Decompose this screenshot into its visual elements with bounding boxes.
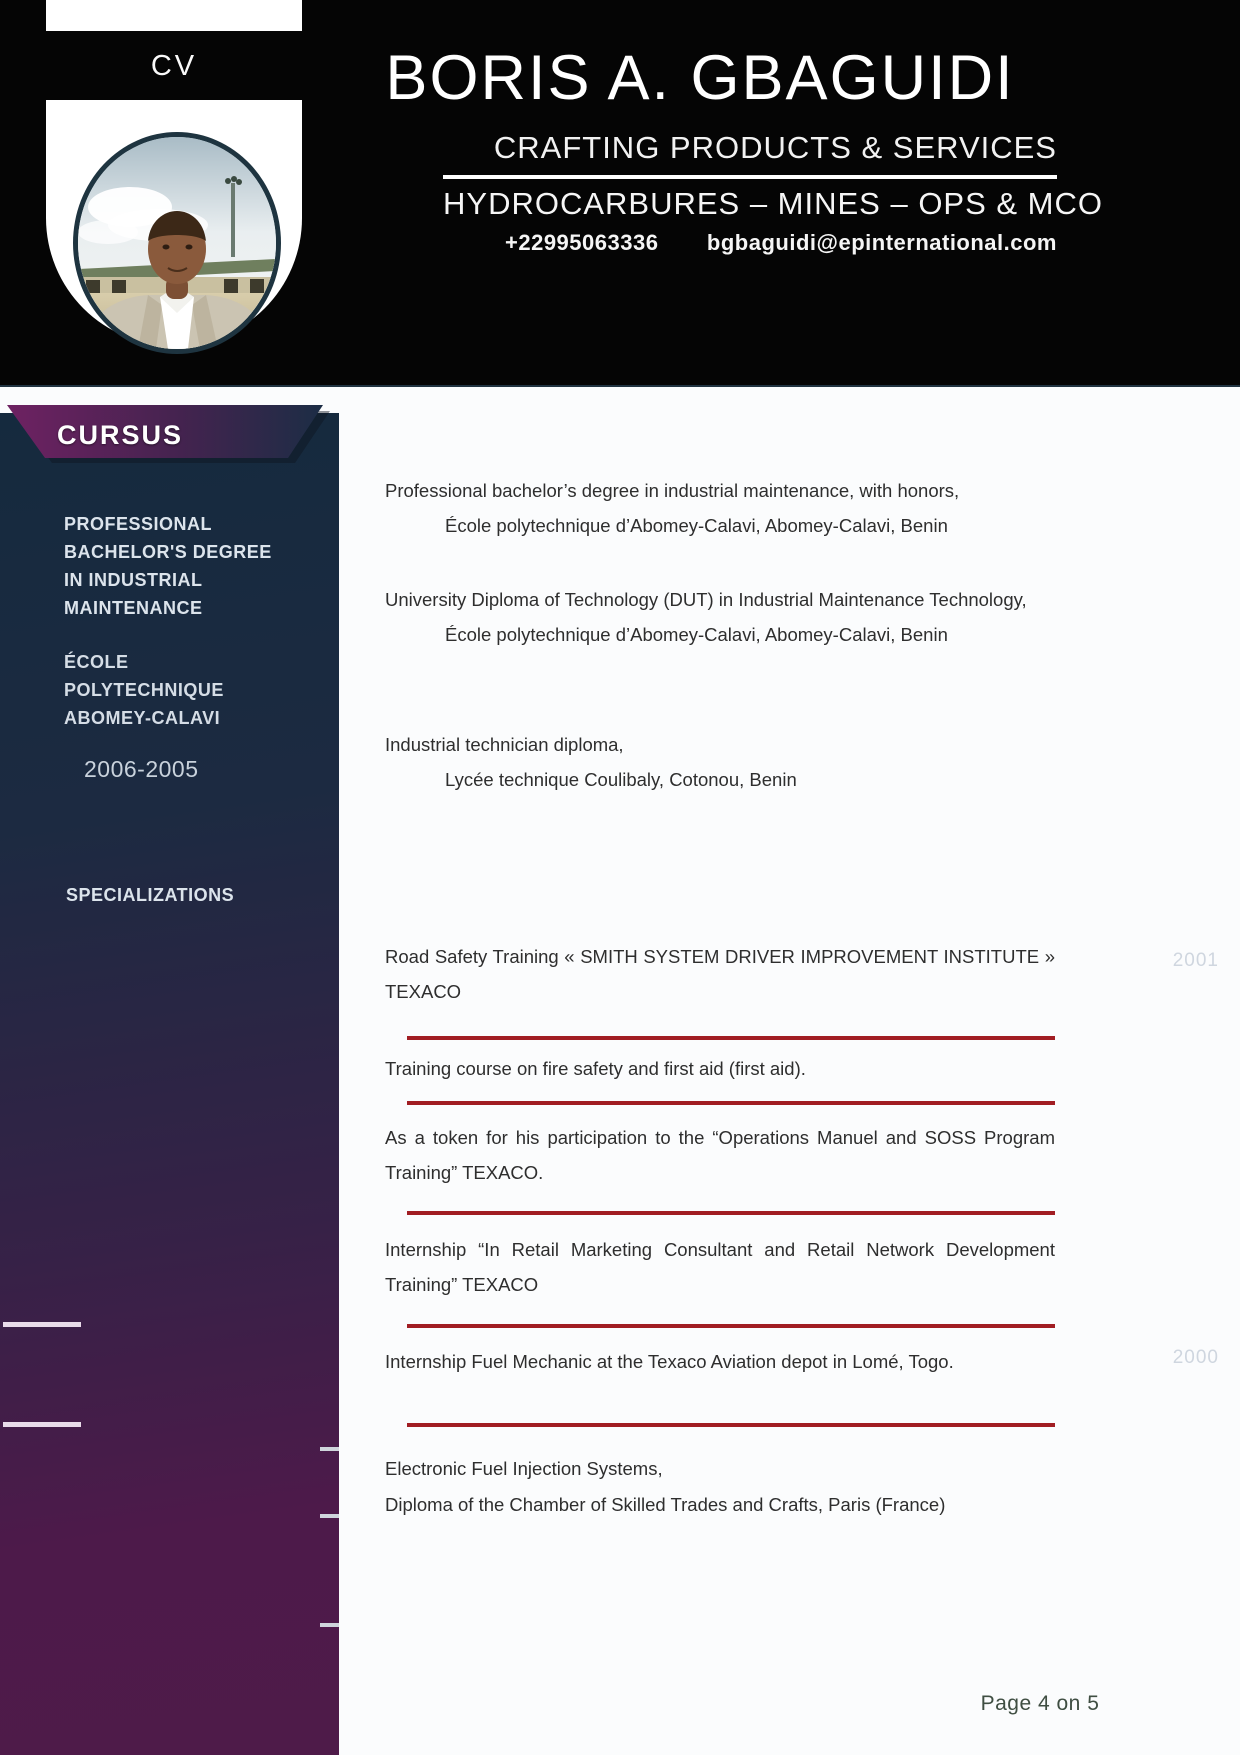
education-degree: Industrial technician diploma, <box>385 734 624 755</box>
sidebar-degree-title: PROFESSIONAL BACHELOR'S DEGREE IN INDUSTRIAL MAINTENANCE <box>64 514 272 618</box>
tagline: CRAFTING PRODUCTS & SERVICES <box>493 130 1057 165</box>
education-degree: University Diploma of Technology (DUT) in Industrial Maintenance Technology, <box>385 589 1027 610</box>
section-divider <box>407 1036 1055 1040</box>
section-divider <box>407 1211 1055 1215</box>
education-entry <box>385 582 1055 652</box>
training-entry: Training course on fire safety and first aid (first aid). <box>385 1058 806 1079</box>
certifications-block <box>385 1451 1055 1523</box>
timeline-tick <box>320 1514 339 1518</box>
section-divider <box>407 1423 1055 1427</box>
timeline-tick <box>320 1623 339 1627</box>
education-school: École polytechnique d’Abomey-Calavi, Abomey-Calavi, Benin <box>445 624 948 645</box>
email-address: bgbaguidi@epinternational.com <box>706 230 1057 255</box>
sidebar-degree-years: 2006-2005 <box>84 756 199 782</box>
page-number: Page 4 on 5 <box>980 1692 1100 1715</box>
sidebar-specializations-label: SPECIALIZATIONS <box>66 885 235 905</box>
profile-photo-illustration <box>78 137 276 349</box>
timeline-left-line <box>3 1322 81 1327</box>
phone-number: +22995063336 <box>505 230 659 255</box>
person-name: BORIS A. GBAGUIDI <box>385 43 1015 113</box>
training-entry: Internship Fuel Mechanic at the Texaco Aviation depot in Lomé, Togo. <box>385 1351 954 1372</box>
training-entry: As a token for his participation to the “Operations Manuel and SOSS Program Training” TEXACO. <box>385 1127 1055 1183</box>
profile-photo <box>73 132 281 354</box>
certification-line: Electronic Fuel Injection Systems, <box>385 1458 663 1479</box>
sidebar-section-title: CURSUS <box>57 420 184 450</box>
timeline-year-2001: 2001 <box>1172 950 1219 971</box>
training-entry: Road Safety Training « SMITH SYSTEM DRIVER IMPROVEMENT INSTITUTE » TEXACO <box>385 946 1055 1002</box>
sector-line: HYDROCARBURES – MINES – OPS & MCO <box>443 186 1104 221</box>
timeline-tick <box>320 1447 339 1451</box>
certification-line: Diploma of the Chamber of Skilled Trades and Crafts, Paris (France) <box>385 1494 946 1515</box>
badge-tab <box>46 0 302 31</box>
section-divider <box>407 1324 1055 1328</box>
training-entry: Internship “In Retail Marketing Consultant and Retail Network Development Training” TEXACO <box>385 1239 1055 1295</box>
photo-shield <box>46 100 302 346</box>
education-entry <box>385 473 1055 543</box>
education-school: Lycée technique Coulibaly, Cotonou, Benin <box>445 769 797 790</box>
sidebar-degree-school: ÉCOLE POLYTECHNIQUE ABOMEY-CALAVI <box>64 652 224 728</box>
education-entry <box>385 727 1055 797</box>
main-content <box>385 0 1104 1755</box>
education-degree: Professional bachelor’s degree in industrial maintenance, with honors, <box>385 480 960 501</box>
timeline-year-2000: 2000 <box>1172 1347 1219 1368</box>
education-school: École polytechnique d’Abomey-Calavi, Abomey-Calavi, Benin <box>445 515 948 536</box>
section-divider <box>407 1101 1055 1105</box>
timeline-left-line <box>3 1422 81 1427</box>
cv-label: CV <box>150 50 198 82</box>
